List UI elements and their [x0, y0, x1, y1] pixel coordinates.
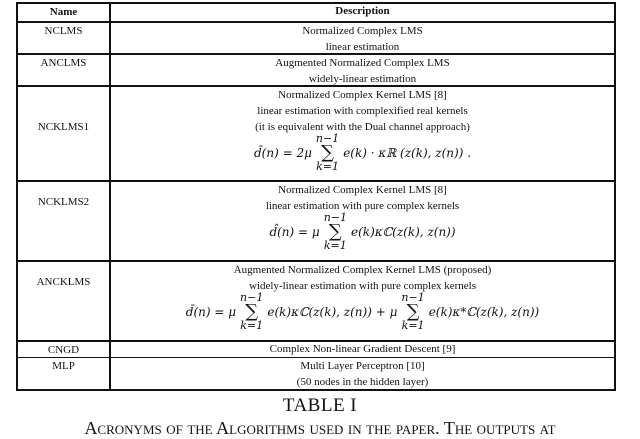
row-description	[111, 87, 614, 180]
summation	[401, 292, 424, 332]
row-name: CNGD	[18, 342, 111, 357]
table-row	[18, 85, 614, 180]
table-row	[18, 53, 614, 85]
sigma-symbol: ∑	[321, 142, 334, 163]
formula	[111, 292, 614, 332]
formula-lhs: d̄(n) = 2μ	[253, 146, 312, 160]
algorithms-table	[16, 2, 616, 391]
sum-upper-limit: n−1	[323, 211, 348, 224]
formula-mid: e(k)κℂ(z(k), z(n)) + μ	[267, 305, 398, 319]
row-name: NCLMS	[18, 23, 111, 53]
formula-lhs: d̄(n) = μ	[185, 305, 237, 319]
desc-line: widely-linear estimation	[308, 73, 417, 85]
sum-upper-limit: n−1	[401, 291, 425, 304]
sum-upper-limit: n−1	[315, 132, 340, 145]
summation	[324, 212, 347, 252]
row-name: NCKLMS2	[18, 182, 111, 260]
desc-line: Complex Non-linear Gradient Descent [9]	[269, 343, 456, 355]
desc-line: (it is equivalent with the Dual channel approach)	[255, 121, 470, 133]
sum-lower-limit: k=1	[240, 319, 264, 332]
desc-line: (50 nodes in the hidden layer)	[296, 376, 429, 388]
formula-rhs: e(k) · κℝ (z(k), z(n)) .	[343, 146, 472, 160]
table-row	[18, 357, 614, 389]
row-description	[111, 342, 614, 357]
formula	[111, 133, 614, 173]
formula-rhs: e(k)κ*ℂ(z(k), z(n))	[428, 305, 540, 319]
row-description	[111, 55, 614, 85]
row-description	[111, 262, 614, 340]
header-description: Description	[335, 5, 390, 17]
summation	[316, 133, 339, 173]
table-caption-text: Acronyms of the Algorithms used in the paper. The outputs at	[84, 418, 556, 438]
row-name: NCKLMS1	[18, 87, 111, 180]
desc-line: widely-linear estimation with pure complex kernels	[249, 280, 476, 292]
desc-line: Augmented Normalized Complex Kernel LMS (proposed)	[233, 264, 492, 276]
desc-line: Normalized Complex LMS	[302, 25, 423, 37]
row-description	[111, 358, 614, 389]
desc-line: Normalized Complex Kernel LMS [8]	[278, 89, 447, 101]
formula-lhs: d̂(n) = μ	[269, 225, 320, 239]
sum-upper-limit: n−1	[240, 291, 264, 304]
sum-lower-limit: k=1	[316, 160, 339, 173]
table-header-row	[18, 4, 614, 21]
table-row	[18, 21, 614, 53]
table-row	[18, 260, 614, 340]
formula-rhs: e(k)κℂ(z(k), z(n))	[351, 225, 456, 239]
row-description	[111, 182, 614, 260]
desc-line: linear estimation with complexified real kernels	[257, 105, 468, 117]
row-description	[111, 23, 614, 53]
sum-lower-limit: k=1	[323, 239, 347, 252]
row-name: MLP	[18, 358, 111, 389]
sigma-symbol: ∑	[406, 301, 420, 322]
table-row	[18, 180, 614, 260]
table-row	[18, 340, 614, 357]
sigma-symbol: ∑	[328, 221, 342, 242]
desc-line: linear estimation with pure complex kernels	[265, 200, 460, 212]
desc-line: Normalized Complex Kernel LMS [8]	[278, 184, 447, 196]
sum-lower-limit: k=1	[401, 319, 425, 332]
row-name: ANCLMS	[18, 55, 111, 85]
formula	[111, 212, 614, 252]
summation	[240, 292, 263, 332]
sigma-symbol: ∑	[245, 301, 259, 322]
desc-line: Multi Layer Perceptron [10]	[300, 360, 425, 372]
desc-line: linear estimation	[325, 41, 400, 53]
row-name: ANCKLMS	[18, 262, 111, 340]
desc-line: Augmented Normalized Complex LMS	[275, 57, 450, 69]
header-name: Name	[18, 4, 111, 21]
table-caption-label: TABLE I	[282, 395, 358, 416]
